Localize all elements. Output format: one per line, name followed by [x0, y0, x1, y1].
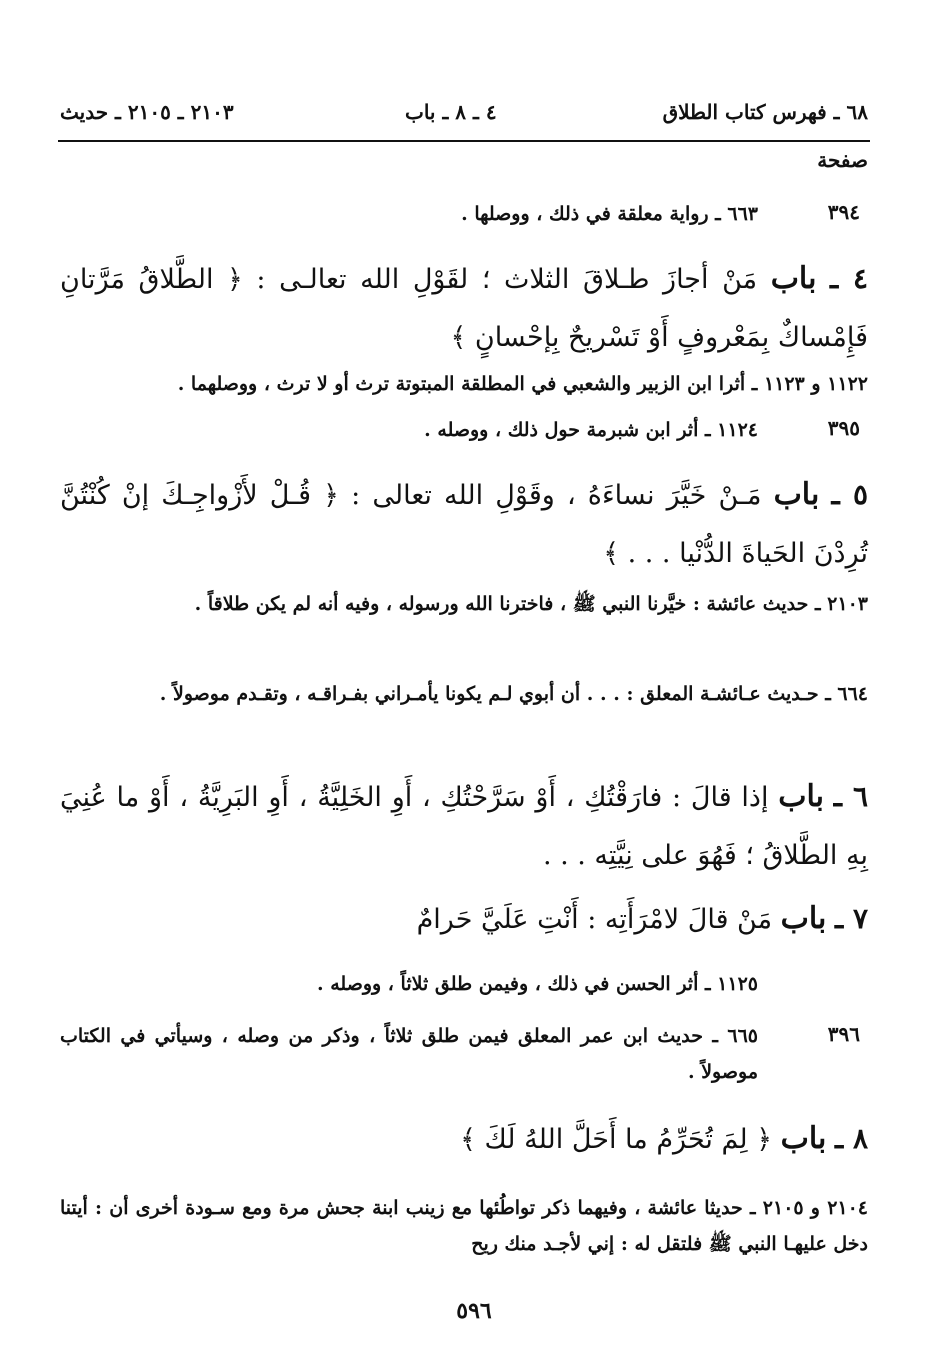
chapter-bab-word: باب: [773, 477, 820, 512]
chapter-bab-word: باب: [778, 779, 824, 814]
chapter-number: ٨ ـ: [835, 1122, 868, 1155]
running-header-hadith-range: ٢١٠٣ ـ ٢١٠٥ ـ حديث: [60, 100, 234, 124]
header-rule: [58, 140, 870, 142]
volume-page-number: ٣٩٥: [827, 416, 860, 440]
index-entry: ٦٦٤ ـ حـديث عـائشـة المعلق : . . . أن أبوي لـم يكونا يأمـراني بفـراقـه ، وتقـدم موصولاً .: [159, 683, 868, 705]
chapter-heading: [60, 768, 868, 885]
chapter-title: ﴿ لِمَ تُحَرِّمُ ما أَحَلَّ اللهُ لَكَ ﴾: [460, 1124, 773, 1155]
index-entry: ١١٢٤ ـ أثر ابن شبرمة حول ذلك ، ووصله .: [424, 419, 758, 441]
chapter-heading: [60, 466, 868, 583]
chapter-title: مَنْ قالَ لامْرَأَتِه : أَنْتِ عَلَيَّ حَرامٌ: [416, 904, 773, 935]
chapter-number: ٧ ـ: [835, 902, 868, 935]
page-column-label: صفحة: [817, 148, 868, 172]
chapter-title: مَنْ أجازَ طـلاقَ الثلاث ؛ لقَوْلِ الله تعالـى : ﴿ الطَّلاقُ مَرَّتانِ فَإِمْساكٌ بِمَعْروفٍ أَوْ تَسْريحٌ بِإحْسانٍ ﴾: [60, 264, 868, 353]
index-entry: ٢١٠٣ ـ حديث عائشة : خيَّرنا النبي ﷺ ، فاخترنا الله ورسوله ، وفيه أنه لم يكن طلاقاً .: [194, 593, 868, 615]
index-entry: ١١٢٢ و ١١٢٣ ـ أثرا ابن الزبير والشعبي في المطلقة المبتوتة ترث أو لا ترث ، ووصلهما .: [177, 373, 868, 395]
index-entry: ٦٦٣ ـ رواية معلقة في ذلك ، ووصلها .: [461, 203, 758, 225]
chapter-title: إذا قالَ : فارَقْتُكِ ، أَوْ سَرَّحْتُكِ ، أَوِ الخَلِيَّةُ ، أَوِ البَرِيَّةُ ، أَوْ ما عُنِيَ بِهِ الطَّلاقُ ؛ فَهُوَ على نِيَّتِه . . .: [60, 782, 868, 871]
chapter-heading: [60, 890, 868, 949]
index-entry: ١١٢٥ ـ أثر الحسن في ذلك ، وفيمن طلق ثلاثاً ، ووصله .: [317, 973, 758, 995]
index-entry: ٦٦٥ ـ حديث ابن عمر المعلق فيمن طلق ثلاثاً ، وذكر من وصله ، وسيأتي في الكتاب موصولاً .: [60, 1025, 758, 1083]
chapter-bab-word: باب: [770, 261, 817, 296]
volume-page-number: ٣٩٦: [827, 1022, 860, 1046]
chapter-number: ٦ ـ: [833, 780, 868, 813]
chapter-title: مَـنْ خَيَّرَ نساءَهُ ، وقَوْلِ الله تعالى : ﴿ قُـلْ لأَزْواجِـكَ إنْ كُنْتُنَّ تُرِدْنَ الحَياةَ الدُّنْيا . . . ﴾: [60, 480, 868, 569]
chapter-number: ٤ ـ: [830, 262, 869, 295]
chapter-number: ٥ ـ: [831, 478, 868, 511]
page-folio: ٥٩٦: [456, 1298, 492, 1324]
chapter-heading: [60, 1110, 868, 1169]
chapter-heading: [60, 250, 868, 367]
index-entry: ٢١٠٤ و ٢١٠٥ ـ حديثا عائشة ، وفيهما ذكر تواطُئها مع زينب ابنة جحش مرة ومع سـودة أخرى أن : أيتنا دخل عليهـا النبي ﷺ فلتقل له : إني لأجـد منك ريح: [60, 1197, 869, 1255]
chapter-bab-word: باب: [780, 1121, 827, 1156]
running-header-title: ٦٨ ـ فهرس كتاب الطلاق: [662, 100, 868, 124]
running-header-chapters: ٤ ـ ٨ ـ باب: [405, 100, 497, 124]
volume-page-number: ٣٩٤: [827, 200, 860, 224]
chapter-bab-word: باب: [780, 901, 827, 936]
